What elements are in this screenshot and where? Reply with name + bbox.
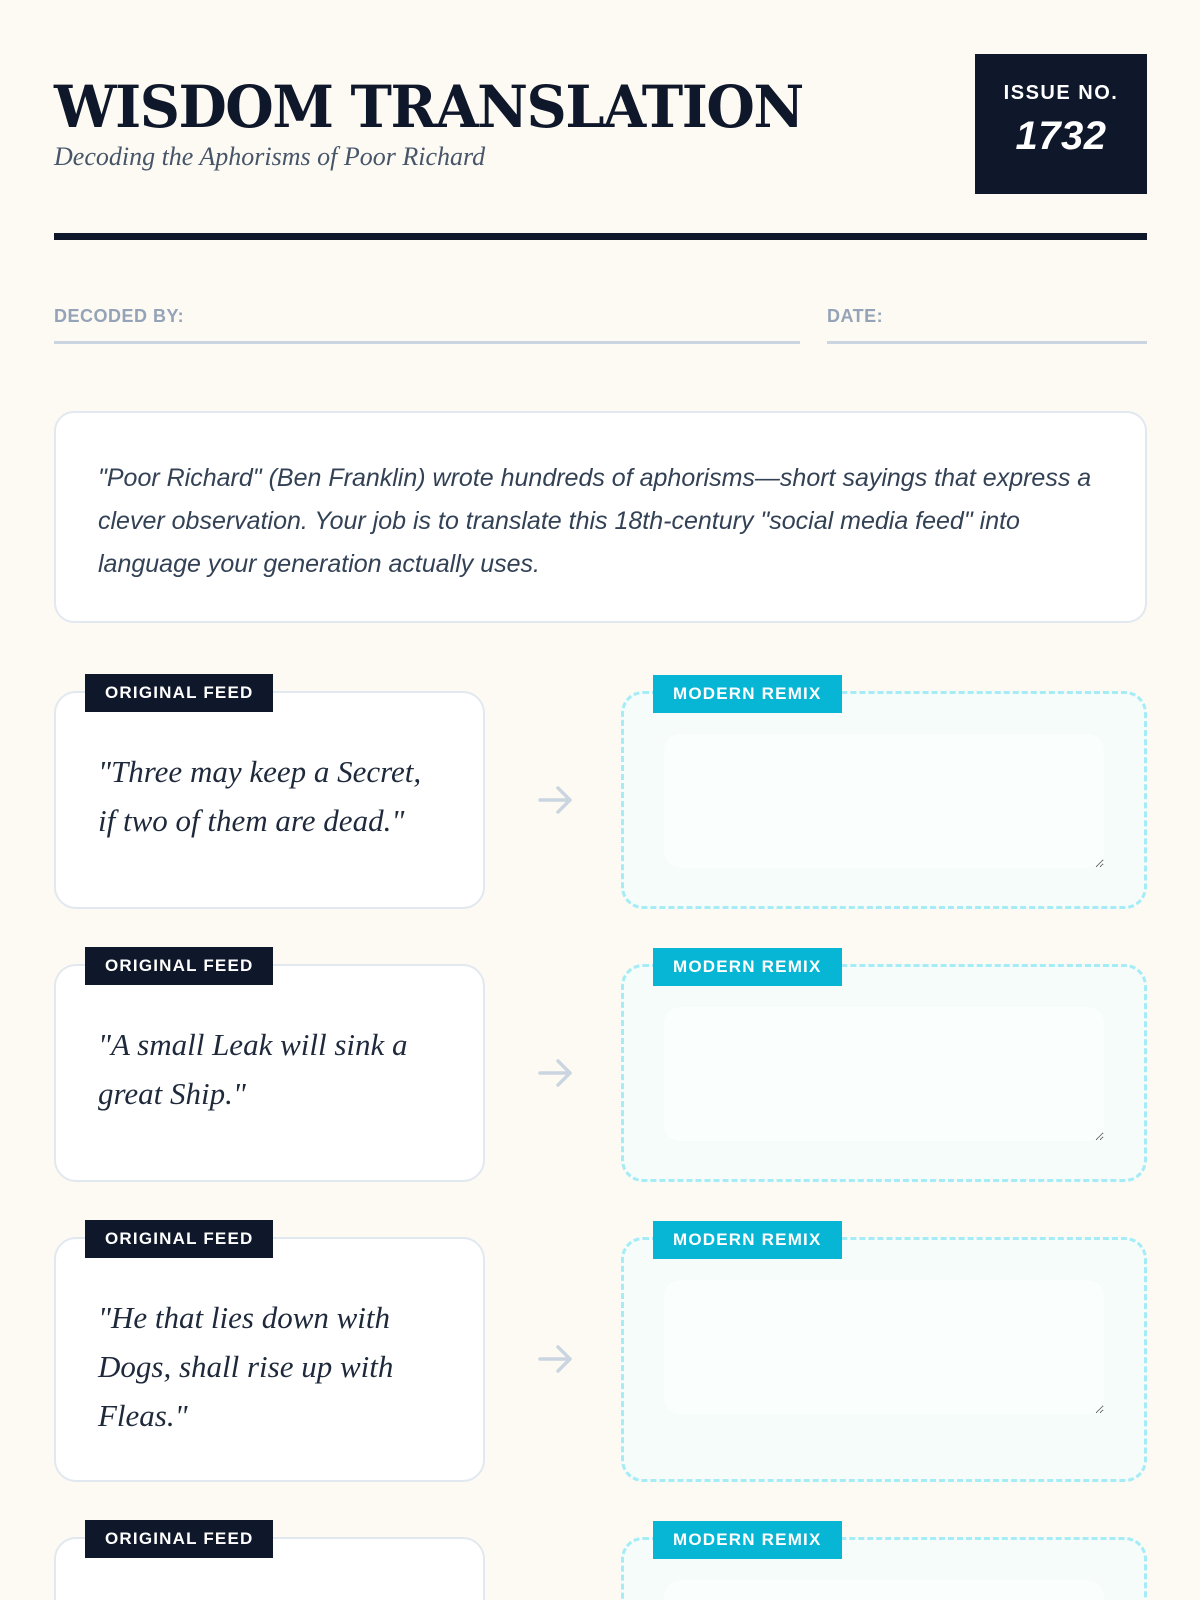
modern-remix-tag: MODERN REMIX [653,1521,842,1559]
arrow-right-icon [534,1337,578,1381]
modern-remix-input[interactable] [664,1580,1104,1600]
original-aphorism: "Three may keep a Secret, if two of them are dead." [98,754,422,838]
modern-remix-tag: MODERN REMIX [653,948,842,986]
original-feed-tag: ORIGINAL FEED [85,1520,273,1558]
original-feed-tag: ORIGINAL FEED [85,1220,273,1258]
modern-remix-input[interactable] [664,1007,1104,1141]
modern-remix-input[interactable] [664,1280,1104,1414]
original-feed-card [54,1229,485,1482]
original-feed-card [54,956,485,1182]
date-label: DATE: [827,306,884,326]
modern-remix-card [621,1530,1147,1600]
date-field[interactable] [827,306,1147,344]
issue-number: 1732 [1015,114,1107,158]
arrow-right-icon [534,1051,578,1095]
header [54,54,1147,194]
arrow-right-icon [534,778,578,822]
page-subtitle: Decoding the Aphorisms of Poor Richard [54,142,486,171]
modern-remix-tag: MODERN REMIX [653,1221,842,1259]
modern-remix-tag: MODERN REMIX [653,675,842,713]
modern-remix-card [621,684,1147,909]
intro-box [54,411,1147,623]
issue-label: ISSUE NO. [1003,82,1119,104]
decoded-by-label: DECODED BY: [54,306,185,326]
modern-remix-card [621,957,1147,1182]
modern-remix-card [621,1230,1147,1482]
worksheet-page [54,0,1147,1600]
original-aphorism: "A small Leak will sink a great Ship." [98,1027,408,1111]
issue-badge [975,54,1147,194]
decoded-by-field[interactable] [54,306,800,344]
header-divider [54,233,1147,240]
original-feed-tag: ORIGINAL FEED [85,947,273,985]
original-aphorism: "He that lies down with Dogs, shall rise up with Fleas." [98,1300,394,1433]
modern-remix-input[interactable] [664,734,1104,868]
intro-text: "Poor Richard" (Ben Franklin) wrote hundreds of aphorisms—short sayings that express a clever observation. Your job is to translate this 18th-century "social media feed" into language your generation actually uses. [98,464,1092,578]
original-feed-card [54,683,485,909]
original-feed-tag: ORIGINAL FEED [85,674,273,712]
original-feed-card [54,1529,485,1600]
page-title: WISDOM TRANSLATION [54,73,803,141]
